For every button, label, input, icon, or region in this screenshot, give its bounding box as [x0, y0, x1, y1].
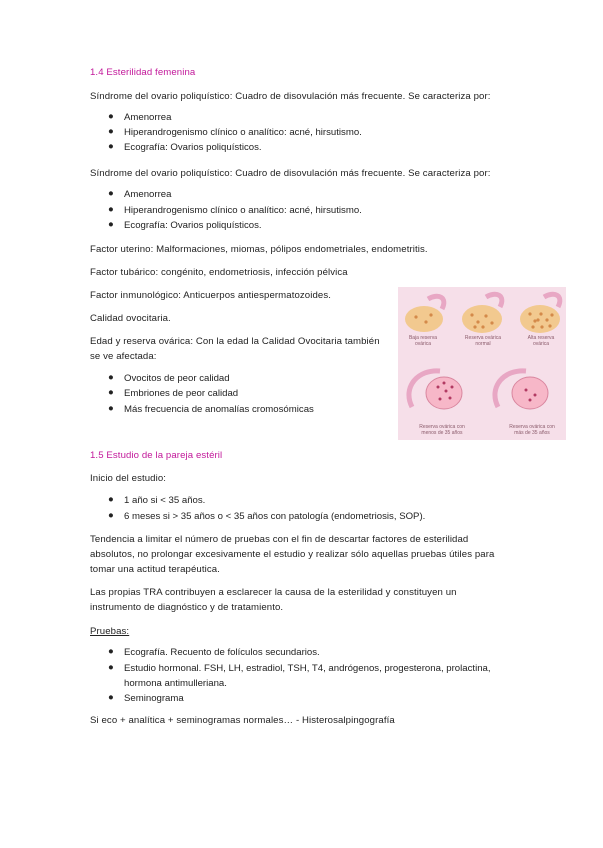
- paragraph-factor-inmunologico: Factor inmunológico: Anticuerpos antiespermatozoides.: [90, 290, 332, 301]
- ovarian-reserve-illustration: [398, 287, 566, 440]
- caption-normal-reserve: Reserva ovárica normal: [464, 335, 502, 347]
- bullet: ●: [108, 219, 114, 230]
- paragraph-tendencia-2: absolutos, no prolongar excesivamente el estudio y realizar sólo aquellas pruebas útiles para: [90, 549, 495, 560]
- list-item-continuation: hormona antimulleriana.: [124, 678, 227, 689]
- high-reserve-ovary: [520, 294, 560, 333]
- bullet: ●: [108, 510, 114, 521]
- ovarian-reserve-figure: [398, 287, 566, 440]
- bullet: ●: [108, 141, 114, 152]
- paragraph-tra-1: Las propias TRA contribuyen a esclarecer la causa de la esterilidad y constituyen un: [90, 587, 457, 598]
- caption-high-reserve: Alta reserva ovárica: [527, 335, 555, 347]
- list-item: Hiperandrogenismo clínico o analítico: acné, hirsutismo.: [124, 205, 362, 216]
- caption-low-reserve: Baja reserva ovárica: [408, 335, 438, 347]
- bullet: ●: [108, 662, 114, 673]
- paragraph-tra-2: instrumento de diagnóstico y de tratamiento.: [90, 602, 284, 613]
- list-item: Más frecuencia de anomalías cromosómicas: [124, 404, 314, 415]
- low-reserve-ovary: [405, 296, 444, 332]
- list-item: Ecografía. Recuento de folículos secundarios.: [124, 647, 320, 658]
- list-item: Hiperandrogenismo clínico o analítico: acné, hirsutismo.: [124, 127, 362, 138]
- bullet: ●: [108, 494, 114, 505]
- list-item: Estudio hormonal. FSH, LH, estradiol, TSH, T4, andrógenos, progesterona, prolactina,: [124, 663, 491, 674]
- paragraph-factor-tubarico: Factor tubárico: congénito, endometriosis, infección pélvica: [90, 267, 348, 278]
- paragraph-edad-reserva: Edad y reserva ovárica: Con la edad la Calidad Ovocitaria también: [90, 336, 380, 347]
- bullet: ●: [108, 188, 114, 199]
- paragraph-factor-uterino: Factor uterino: Malformaciones, miomas, pólipos endometriales, endometritis.: [90, 244, 428, 255]
- paragraph-edad-reserva-cont: se ve afectada:: [90, 351, 157, 362]
- bullet: ●: [108, 403, 114, 414]
- paragraph-tendencia-1: Tendencia a limitar el número de pruebas con el fin de descartar factores de esterilidad: [90, 534, 469, 545]
- paragraph-calidad-ovocitaria: Calidad ovocitaria.: [90, 313, 171, 324]
- bullet: ●: [108, 204, 114, 215]
- paragraph-inicio-estudio: Inicio del estudio:: [90, 473, 167, 484]
- list-item: Amenorrea: [124, 112, 172, 123]
- list-item: Ovocitos de peor calidad: [124, 373, 230, 384]
- normal-reserve-ovary: [462, 294, 502, 333]
- list-item: Ecografía: Ovarios poliquísticos.: [124, 142, 262, 153]
- list-item: Seminograma: [124, 693, 184, 704]
- paragraph-sop-2: Síndrome del ovario poliquístico: Cuadro de disovulación más frecuente. Se caracteriza por:: [90, 168, 491, 179]
- paragraph-final: Si eco + analítica + seminogramas normales… - Histerosalpingografía: [90, 715, 395, 726]
- bullet: ●: [108, 692, 114, 703]
- paragraph-sop-1: Síndrome del ovario poliquístico: Cuadro de disovulación más frecuente. Se caracteriza por:: [90, 91, 491, 102]
- ovary-under-35: [409, 371, 462, 409]
- list-item: 6 meses si > 35 años o < 35 años con patología (endometriosis, SOP).: [124, 511, 426, 522]
- ovary-over-35: [495, 371, 548, 409]
- bullet: ●: [108, 126, 114, 137]
- list-item: Ecografía: Ovarios poliquísticos.: [124, 220, 262, 231]
- list-item: 1 año si < 35 años.: [124, 495, 206, 506]
- list-item: Amenorrea: [124, 189, 172, 200]
- paragraph-tendencia-3: tomar una actitud terapéutica.: [90, 564, 220, 575]
- caption-over-35: Reserva ovárica con más de 35 años: [509, 424, 555, 436]
- bullet: ●: [108, 646, 114, 657]
- bullet: ●: [108, 372, 114, 383]
- list-item: Embriones de peor calidad: [124, 388, 239, 399]
- caption-under-35: Reserva ovárica con menos de 35 años: [419, 424, 465, 436]
- bullet: ●: [108, 387, 114, 398]
- section-heading-1-4: 1.4 Esterilidad femenina: [90, 67, 196, 78]
- bullet: ●: [108, 111, 114, 122]
- section-heading-1-5: 1.5 Estudio de la pareja estéril: [90, 450, 223, 461]
- subheading-pruebas: Pruebas:: [90, 626, 130, 637]
